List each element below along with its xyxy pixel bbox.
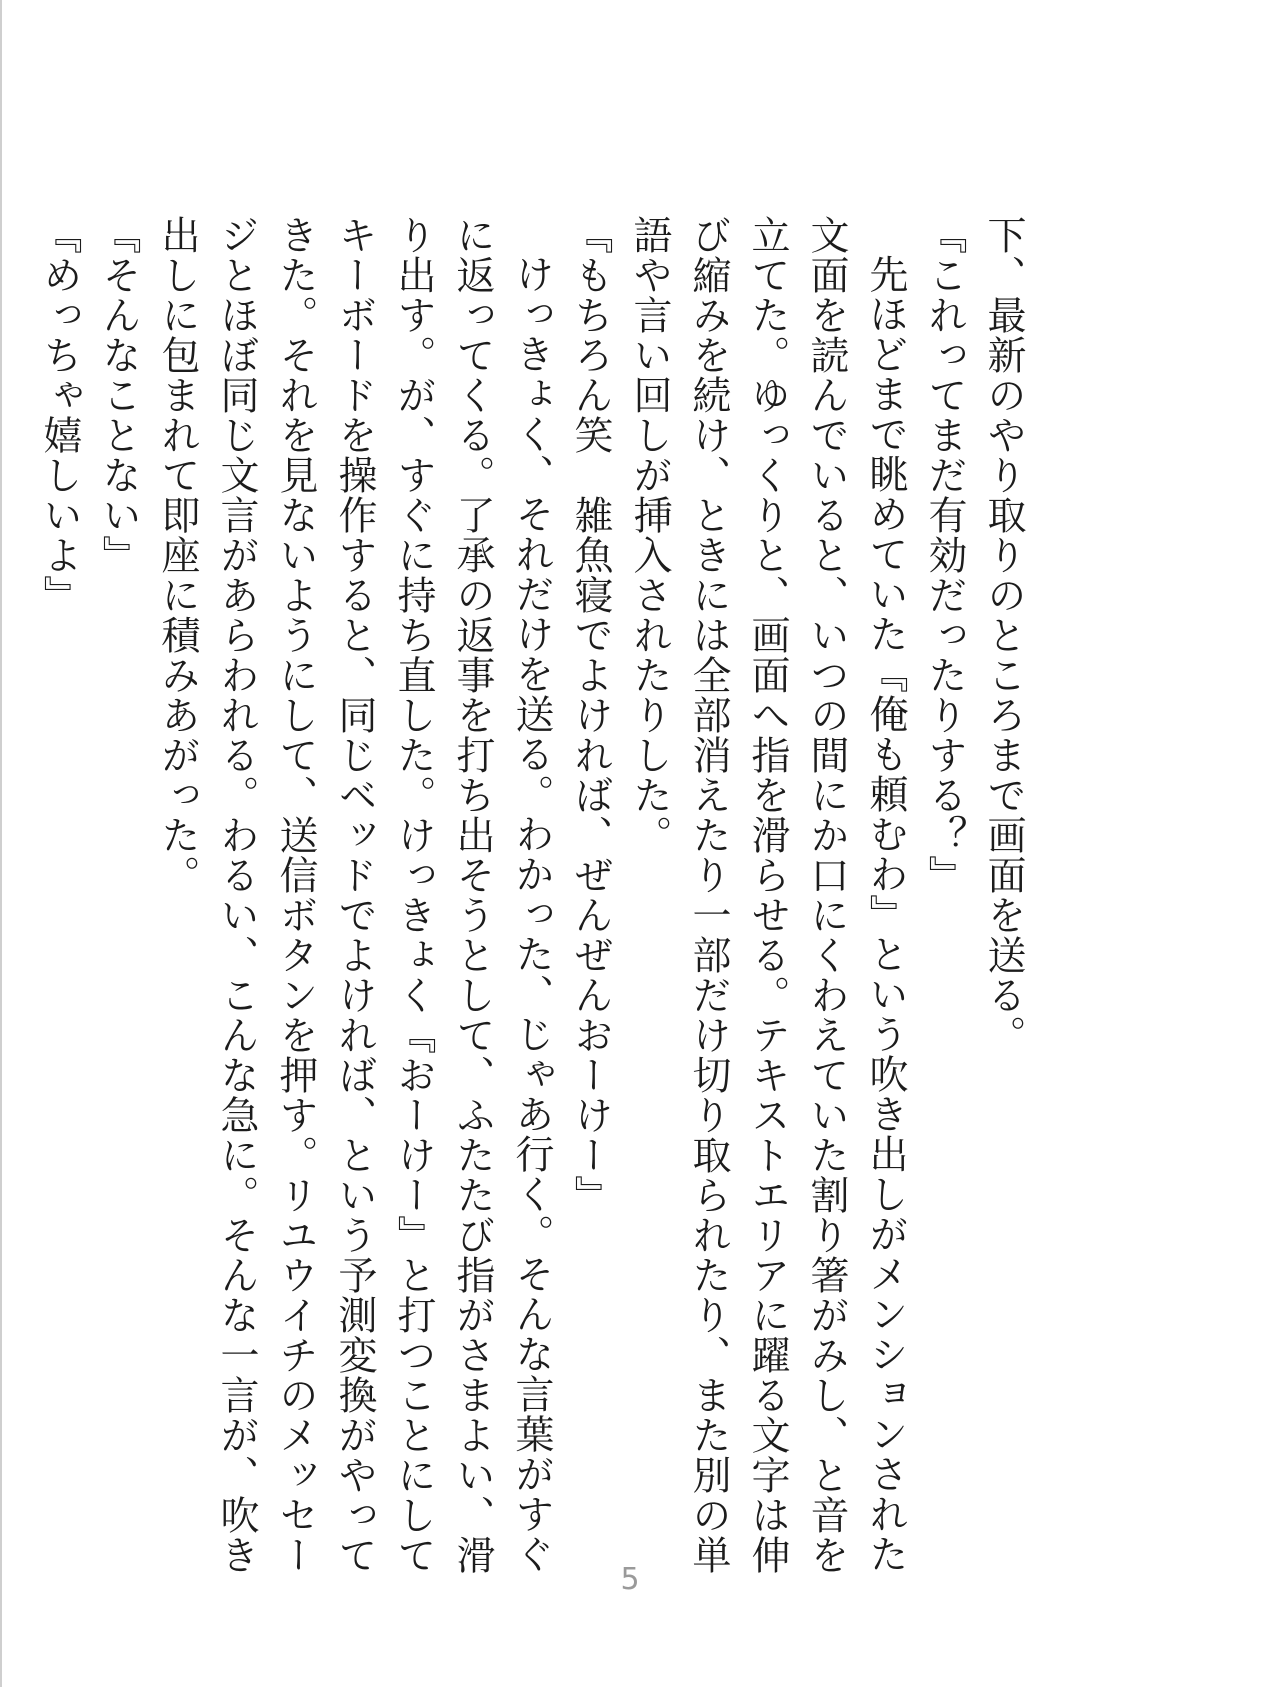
paragraph: 先ほどまで眺めていた『俺も頼むわ』という吹き出しがメンションされた文面を読んでいると、いつの間にか口にくわえていた割り箸がみし、と音を立てた。ゆっくりと、画面へ指を滑らせる。テキストエリアに躍る文字は伸び縮みを続け、ときには全部消えたり一部だけ切り取られたり、また別の単語や言い回しが挿入されたりした。 bbox=[627, 215, 908, 1575]
dialogue-line: 『めっちゃ嬉しいよ』 bbox=[37, 215, 82, 615]
page-left-edge bbox=[0, 0, 2, 1687]
page-number: 5 bbox=[620, 1562, 640, 1597]
dialogue-line: 『もちろん笑 雑魚寝でよければ、ぜんぜんおーけー』 bbox=[568, 215, 613, 1215]
dialogue-line: 『これってまだ有効だったりする？』 bbox=[922, 215, 967, 895]
dialogue-line: 『そんなことない』 bbox=[96, 215, 141, 575]
vertical-text-body bbox=[37, 215, 1033, 1595]
paragraph: けっきょく、それだけを送る。わかった、じゃあ行く。そんな言葉がすぐに返ってくる。了承の返事を打ち出そうとして、ふたたび指がさまよい、滑り出す。が、すぐに持ち直した。けっきょく『おーけー』と打つことにしてキーボードを操作すると、同じベッドでよければ、という予測変換がやってきた。それを見ないようにして、送信ボタンを押す。リユウイチのメッセージとほぼ同じ文言があらわれる。わるい、こんな急に。そんな一言が、吹き出しに包まれて即座に積みあがった。 bbox=[155, 215, 554, 1575]
paragraph: 下、最新のやり取りのところまで画面を送る。 bbox=[981, 215, 1026, 1055]
